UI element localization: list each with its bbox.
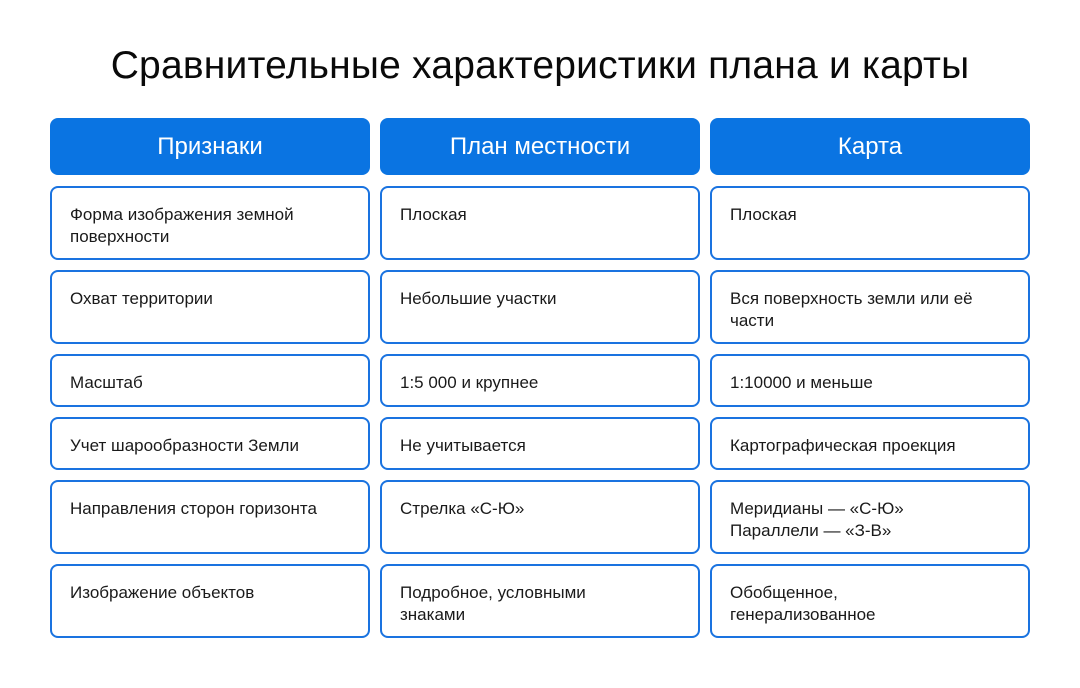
cell-feature: Масштаб [50,354,370,407]
cell-map: Картографическая проекция [710,417,1030,470]
cell-plan: Стрелка «С-Ю» [380,480,700,554]
cell-plan: Небольшие участки [380,270,700,344]
cell-map: Меридианы — «С-Ю» Параллели — «З-В» [710,480,1030,554]
cell-feature: Учет шарообразности Земли [50,417,370,470]
cell-feature: Изображение объектов [50,564,370,638]
header-terrain-plan: План местности [380,118,700,175]
cell-map: Плоская [710,186,1030,260]
cell-feature: Форма изображения земной поверхности [50,186,370,260]
page-title: Сравнительные характеристики плана и карты [110,44,970,87]
cell-feature: Направления сторон горизонта [50,480,370,554]
cell-plan: Не учитывается [380,417,700,470]
cell-plan: 1:5 000 и крупнее [380,354,700,407]
comparison-table [50,118,1030,648]
header-features: Признаки [50,118,370,175]
cell-plan: Подробное, условными знаками [380,564,700,638]
cell-plan: Плоская [380,186,700,260]
cell-map: Вся поверхность земли или её части [710,270,1030,344]
cell-map: 1:10000 и меньше [710,354,1030,407]
cell-feature: Охват территории [50,270,370,344]
cell-map: Обобщенное, генерализованное [710,564,1030,638]
header-map: Карта [710,118,1030,175]
